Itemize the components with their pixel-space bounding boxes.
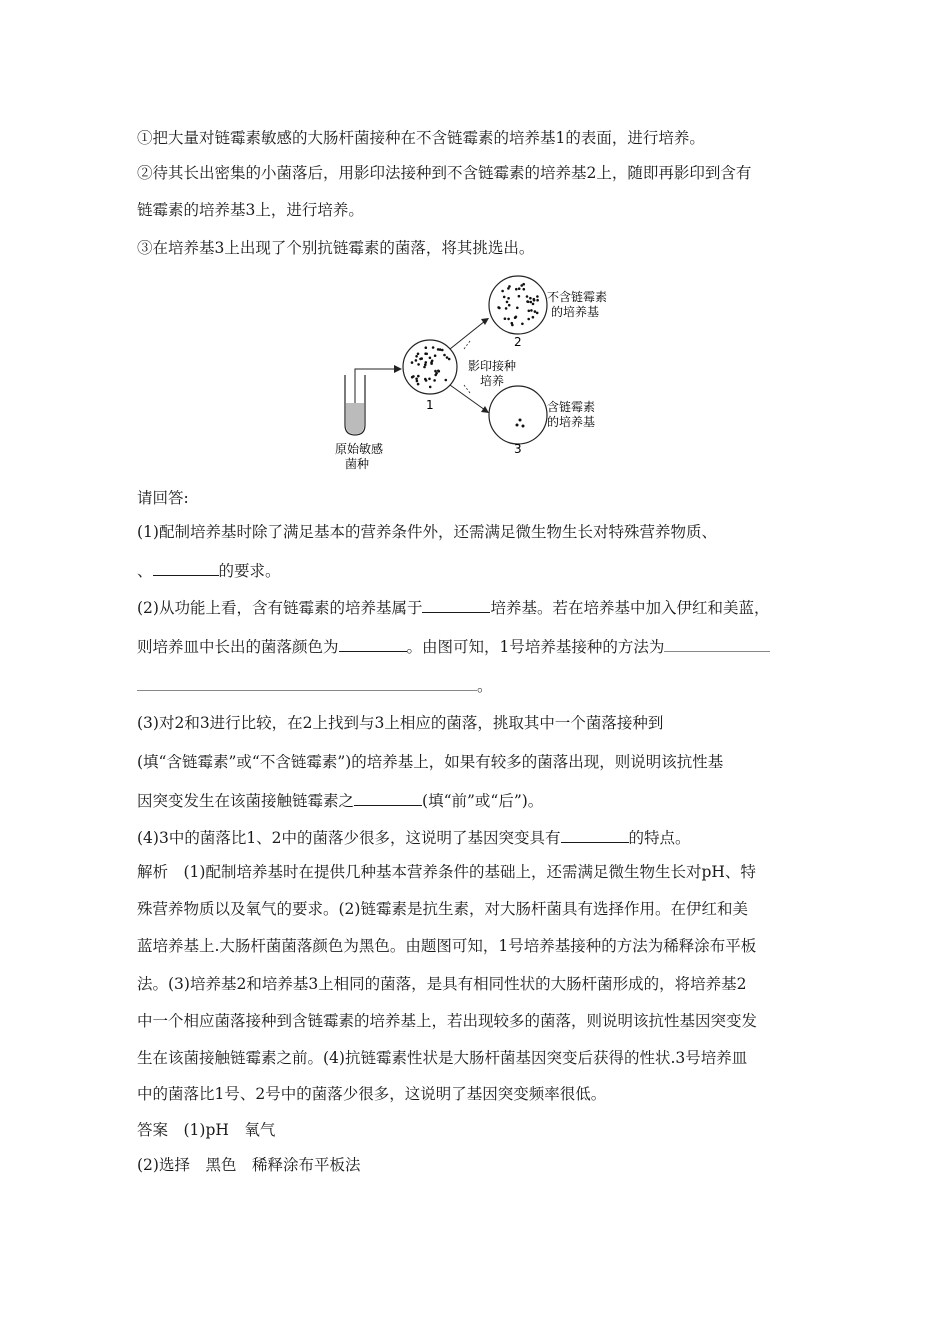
colony-dot [516, 307, 519, 310]
colony-dot [521, 323, 524, 326]
plate-2-number: 2 [514, 335, 522, 349]
colony-dot [534, 310, 537, 313]
colony-dot [527, 318, 530, 321]
colony-dot [423, 366, 426, 369]
answer-blank[interactable] [422, 597, 490, 613]
question-prompt: 请回答: [137, 489, 189, 507]
colony-dot [435, 372, 438, 375]
colony-dot [532, 303, 535, 306]
answer-line-1: 答案 (1)pH 氧气 [137, 1121, 276, 1139]
colony-dot [415, 378, 418, 381]
colony-dot [417, 353, 420, 356]
analysis-line-7: 中的菌落比1号、2号中的菌落少很多，这说明了基因突变频率很低。 [137, 1085, 607, 1103]
colony-dot [437, 370, 440, 373]
colony-dot [425, 346, 428, 349]
colony-dot [522, 283, 525, 286]
colony-dot [526, 295, 529, 298]
question-2-line-2: 则培养皿中长出的菌落颜色为 。由图可知，1号培养基接种的方法为 [137, 636, 827, 657]
colony-dot [501, 290, 504, 293]
colony-dot [515, 288, 518, 291]
step-2-line-2: 链霉素的培养基3上，进行培养。 [137, 201, 364, 219]
answer-blank[interactable] [664, 636, 770, 652]
colony-dot [417, 375, 420, 378]
colony-dot [415, 359, 418, 362]
answer-line-2: (2)选择 黑色 稀释涂布平板法 [137, 1156, 361, 1174]
step-2-line-1: ②待其长出密集的小菌落后，用影印法接种到不含链霉素的培养基2上，随即再影印到含有 [137, 164, 752, 182]
question-3-line-3: 因突变发生在该菌接触链霉素之 (填“前”或“后”)。 [137, 792, 544, 810]
plate-3-number: 3 [514, 442, 522, 456]
colony-dot [416, 380, 419, 383]
colony-dot [532, 316, 535, 319]
colony-dot [417, 383, 420, 386]
question-2-line-1: (2)从功能上看，含有链霉素的培养基属于 培养基。若在培养基中加入伊红和美蓝， [137, 599, 770, 617]
question-3-line-2: (填“含链霉素”或“不含链霉素”)的培养基上，如果有较多的菌落出现，则说明该抗性基 [137, 753, 724, 771]
colony-dot [425, 353, 428, 356]
test-tube-icon [345, 365, 402, 435]
question-2-line-3: 。 [137, 675, 827, 696]
colony-dot [448, 358, 451, 361]
colony-dot [518, 287, 521, 290]
colony-dot [417, 363, 420, 366]
replica-label-2: 培养 [480, 374, 505, 388]
colony-dot [504, 317, 507, 320]
analysis-line-3: 蓝培养基上.大肠杆菌菌落颜色为黑色。由题图可知，1号培养基接种的方法为稀释涂布平板 [137, 937, 757, 955]
analysis-line-1: 解析 (1)配制培养基时在提供几种基本营养条件的基础上，还需满足微生物生长对pH、特 [137, 863, 756, 881]
answer-blank[interactable] [153, 560, 219, 576]
colony-dot [506, 301, 509, 304]
colony-dot [505, 307, 508, 310]
colony-dot [536, 312, 539, 315]
answer-blank[interactable] [354, 790, 422, 806]
colony-dot [443, 354, 446, 357]
colony-dot [503, 296, 506, 299]
question-1-line-1: (1)配制培养基时除了满足基本的营养条件外，还需满足微生物生长对特殊营养物质、 [137, 523, 717, 541]
colony-dot [536, 295, 539, 298]
colony-dot [424, 363, 427, 366]
colony-dot [429, 386, 432, 389]
colony-dot [411, 361, 414, 364]
question-3-line-1: (3)对2和3进行比较，在2上找到与3上相应的菌落，挑取其中一个菌落接种到 [137, 714, 664, 732]
colony-dot [430, 362, 433, 365]
colony-dot [530, 301, 533, 304]
answer-blank[interactable] [137, 675, 477, 691]
plate-2-label-2: 的培养基 [551, 305, 600, 319]
answer-blank[interactable] [339, 636, 407, 652]
plate-2 [489, 276, 547, 334]
plate-2-label-1: 不含链霉素 [547, 290, 608, 304]
colony-dot [507, 287, 510, 290]
colony-dot [411, 376, 414, 379]
plate-3-label-2: 的培养基 [547, 415, 596, 429]
colony-dot [432, 346, 435, 349]
question-4: (4)3中的菌落比1、2中的菌落少很多，这说明了基因突变具有 的特点。 [137, 829, 691, 847]
tube-label-1: 原始敏感 [335, 442, 384, 456]
colony-dot [498, 307, 501, 310]
colony-dot [425, 379, 428, 382]
colony-dot [530, 309, 533, 312]
replica-label-1: 影印接种 [468, 359, 517, 373]
colony-dot [441, 349, 444, 352]
replica-plating-diagram [330, 275, 630, 475]
colony-dot [514, 316, 517, 319]
tube-label-2: 菌种 [345, 457, 370, 471]
colony-dot [419, 358, 422, 361]
analysis-line-5: 中一个相应菌落接种到含链霉素的培养基上，若出现较多的菌落，则说明该抗性基因突变发 [137, 1012, 758, 1030]
colony-dot [507, 297, 510, 300]
colony-dot [446, 356, 449, 359]
colony-dot [518, 295, 521, 298]
step-3: ③在培养基3上出现了个别抗链霉素的菌落，将其挑选出。 [137, 239, 535, 257]
colony-dot [434, 354, 437, 357]
plate-1-number: 1 [426, 398, 434, 412]
answer-blank[interactable] [561, 827, 629, 843]
colony-dot [508, 304, 511, 307]
question-1-line-2: 、 的要求。 [137, 562, 281, 580]
colony-dot [433, 379, 436, 382]
colony-dot [533, 299, 536, 302]
analysis-line-4: 法。(3)培养基2和培养基3上相同的菌落，是具有相同性状的大肠杆菌形成的，将培养基2 [137, 975, 747, 993]
colony-dot [536, 299, 539, 302]
plate-3-label-1: 含链霉素 [547, 400, 596, 414]
colony-dot [445, 379, 448, 382]
colony-dot [425, 361, 428, 364]
colony-dot [527, 301, 530, 304]
plate-3 [489, 386, 547, 444]
analysis-line-6: 生在该菌接触链霉素之前。(4)抗链霉素性状是大肠杆菌基因突变后获得的性状.3号培养皿 [137, 1049, 748, 1067]
analysis-line-2: 殊营养物质以及氧气的要求。(2)链霉素是抗生素，对大肠杆菌具有选择作用。在伊红和美 [137, 900, 748, 918]
colony-dot [511, 322, 514, 325]
colony-dot [428, 378, 431, 381]
colony-dot [415, 355, 418, 358]
colony-dot [507, 318, 510, 321]
colony-dot [529, 297, 532, 300]
colony-dot [528, 310, 531, 313]
step-1: ①把大量对链霉素敏感的大肠杆菌接种在不含链霉素的培养基1的表面，进行培养。 [137, 129, 705, 147]
colony-dot [429, 357, 432, 360]
colony-dot [439, 348, 442, 351]
colony-dot [523, 288, 526, 291]
